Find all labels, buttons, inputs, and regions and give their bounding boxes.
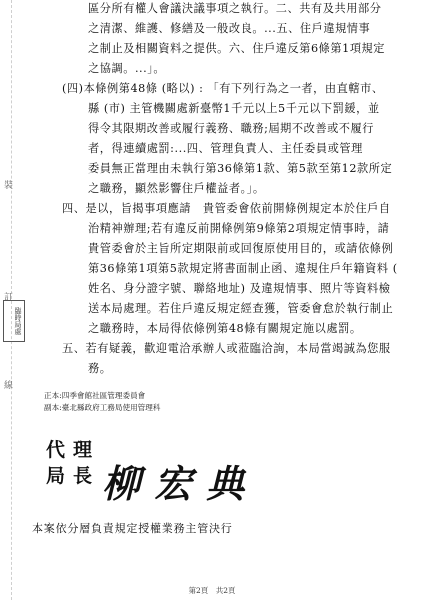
body-line: 之職務時，本局得依條例第48條有關規定施以處罰。: [88, 322, 362, 335]
body-line: 縣 (市) 主管機關處新臺幣1千元以上5千元以下罰鍰，並: [88, 102, 380, 115]
cc-primary-value: 四季會館社區管理委員會: [61, 391, 146, 400]
body-line: 貴管委會於主旨所定期限前或回復原使用目的，或請依條例: [88, 242, 394, 255]
body-line: 五、若有疑義，歡迎電洽承辦人或蒞臨洽詢，本局當竭誠為您服: [62, 342, 391, 355]
binding-mark-xian: 線: [4, 381, 14, 391]
signature-title-director: 局長: [46, 465, 101, 487]
body-line: 得令其限期改善或履行義務、職務;屆期不改善或不履行: [88, 122, 375, 135]
body-line: 姓名、身分證字號、聯絡地址) 及違規情事、照片等資料檢: [88, 282, 391, 295]
binding-mark-ding: 訂: [4, 293, 14, 303]
body-line: 者，得連續處罰:...四、管理負責人、主任委員或管理: [88, 142, 363, 155]
body-line: 四、是以，旨揭事項應請 貴管委會依前開條例規定本於住戶自: [62, 202, 391, 215]
cc-copy-label: 副本:: [44, 403, 62, 412]
page-number: 第2頁 共2頁: [188, 586, 236, 595]
body-line: 之協調。...」。: [88, 62, 166, 75]
cc-primary-label: 正本:: [44, 391, 62, 400]
body-line: 治精神辦理;若有違反前開條例第9條第2項規定情事時，請: [88, 222, 390, 235]
signature-name: 柳宏典: [102, 461, 259, 506]
receipt-stamp: 臨時局處: [3, 300, 25, 342]
body-line: (四)本條例第48條 (略以) : 「有下列行為之一者，由直轄市、: [62, 82, 384, 95]
body-line: 務。: [88, 362, 112, 375]
body-line: 之制止及相關資料之提供。六、住戶違反第6條第1項規定: [88, 42, 386, 55]
body-line: 之清潔、維護、修繕及一般改良。...五、住戶違規情事: [88, 22, 371, 35]
signature-title-acting: 代理: [46, 439, 101, 461]
binding-mark-zhuang: 裝: [4, 181, 14, 191]
body-line: 委員無正當理由未執行第36條第1款、第5款至第12款所定: [88, 162, 393, 175]
body-line: 送本局處理。若住戶違反規定經查獲，管委會怠於執行制止: [88, 302, 394, 315]
body-line: 之職務，顯然影響住戶權益者。」。: [88, 182, 265, 195]
decision-note: 本案依分層負責規定授權業務主管決行: [32, 522, 233, 535]
body-line: 區分所有權人會議決議事項之執行。二、共有及共用部分: [88, 2, 382, 15]
cc-copy: [44, 403, 160, 413]
cc-primary: [44, 391, 145, 401]
cc-copy-value: 臺北縣政府工務局使用管理科: [61, 403, 161, 412]
body-line: 第36條第1項第5款規定將書面制止函、違規住戶年籍資料 (: [88, 262, 398, 275]
